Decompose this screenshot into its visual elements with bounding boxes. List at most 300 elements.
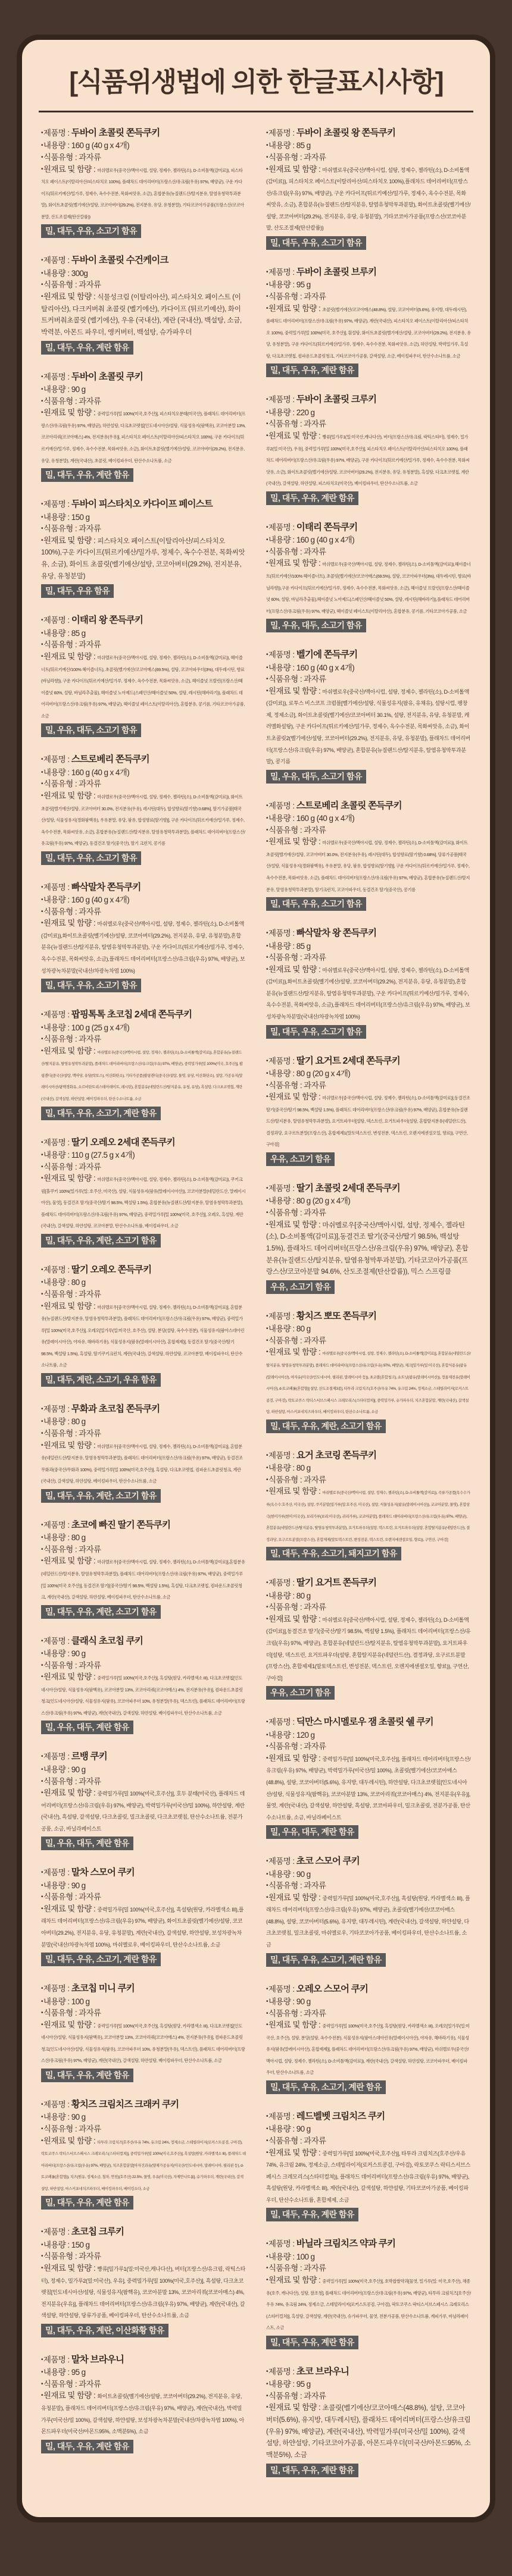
field-label-food-type: 식품유형 : <box>268 1080 304 1090</box>
bullet-icon: • <box>266 2022 268 2029</box>
food-type-value: 과자류 <box>79 2124 101 2134</box>
bullet-icon: • <box>266 826 268 833</box>
ingredients-text: 마쉬멜로우(중국산/맥아시럽, 설탕, 정제수, 젤라틴(소), D-소비톨액(감미료)), 피스타치오 페이스트(이탈리아산/피스타치오 100%),플래차드 데어리버터(프랑스산/유크림(우유) 97%, 배양균), 구운 카다이프(튀르키예산/밀가루, 정제수, 옥수수전분, 목화씨앗유, 소금), 혼합분유(뉴질랜드산/탈지분유, 탈염유청막투과분말), 화이트초콜릿(벨기에산/설탕, 코코아버터(29.2%), 전지분유, 유당, 유청분말), 기타코코아가공품(프랑스산/코코아분말, 산도조절제(탄산칼륨)) <box>266 167 471 231</box>
bullet-icon: • <box>266 1858 268 1865</box>
field-label-ingredients: 원재료 및 함량 : <box>43 2020 98 2029</box>
product-entry <box>266 2365 471 2477</box>
bullet-icon: • <box>266 1985 268 1992</box>
ingredients-text: 초콜릿(벨기에산/코코아매스(48.8%), 설탕, 코코아버터(5.6%), 유지방, 대두레시틴), 플래차드 데어리버터(프랑스산/유크림(우유) 97%, 배양균), 계란(국내산), 박력밀가루(미국산/밀 100%), 갈색설탕, 하얀설탕, 기타코코아가공품, 아몬드파우더(미국산/아몬드95%, 소맥분5%), 소금 <box>266 2405 471 2459</box>
bullet-icon: • <box>41 653 43 660</box>
bullet-icon: • <box>266 1221 268 1228</box>
field-label-amount: 내용량 : <box>268 2252 296 2261</box>
food-type-value: 과자류 <box>304 675 326 684</box>
net-amount-row <box>266 534 471 546</box>
allergen-badge: 밀, 대두, 우유, 소고기 함유 <box>266 897 366 911</box>
product-name: 바닐라 크림치즈 약과 쿠키 <box>296 2239 396 2249</box>
field-label-ingredients: 원재료 및 함량 : <box>43 1440 98 1450</box>
product-name-row <box>41 2098 246 2111</box>
net-amount-value: 85 g <box>71 628 86 638</box>
field-label-product-name: 제품명 : <box>43 2100 71 2109</box>
bullet-icon: • <box>41 1557 43 1565</box>
food-type-value: 과자류 <box>79 2008 101 2018</box>
bullet-icon: • <box>41 1279 43 1286</box>
net-amount-value: 160 g (40 g x 4개) <box>296 535 355 545</box>
bullet-icon: • <box>266 1349 268 1356</box>
net-amount-row <box>266 1729 471 1741</box>
product-name: 초코에 빠진 딸기 쫀득쿠키 <box>71 1519 171 1530</box>
allergen-badge: 밀, 대두, 우유, 계란 함유 <box>41 468 133 482</box>
bullet-icon: • <box>266 524 268 531</box>
food-type-row <box>266 2135 471 2147</box>
net-amount-row <box>41 268 246 280</box>
product-entry <box>266 1310 471 1433</box>
field-label-food-type: 식품유형 : <box>43 2124 79 2134</box>
field-label-product-name: 제품명 : <box>268 522 296 532</box>
food-type-value: 과자류 <box>79 524 101 534</box>
ingredients-row <box>266 1486 471 1544</box>
bullet-icon: • <box>41 1637 43 1644</box>
bullet-icon: • <box>41 883 43 891</box>
net-amount-value: 80 g <box>71 1417 86 1427</box>
field-label-amount: 내용량 : <box>268 280 296 290</box>
food-type-value: 과자류 <box>304 2136 326 2146</box>
food-type-row <box>266 1602 471 1613</box>
product-entry <box>41 2226 246 2337</box>
net-amount-value: 120 g <box>296 1730 315 1740</box>
bullet-icon: • <box>41 1790 43 1797</box>
ingredients-text: 중력밀가루[밀 100%(미국,호주산)], 피스타치오분태(미국산), 플래차드 데어리버터(프랑스산/유크림(우유) 97%, 배양균), 하얀설탕, 다크초코렛칩[인도네시아산/설탕, 식물성유지(팜핵유), 코코아분말 13%, 코코아리쿼(코코아매스) 4%, 전지분유(우유)], 피스타치오 페이스트(이탈리아산/피스타치오 100%), 구운 카다이프(튀르키예산/밀가루, 정제수, 옥수수전분, 목화씨앗유, 소금), 화이트초콜릿(벨기에산/설탕, 코코아버터(29.2%), 전지분유, 유당, 유청분말), 계란(국내산), 초콜릿, 베이킹파우더, 탄산수소나트륨, 소금 <box>41 411 246 463</box>
net-amount-value: 160 g (40 g x 4개) <box>71 767 130 777</box>
ingredients-row <box>266 2019 471 2077</box>
net-amount-row <box>266 279 471 291</box>
bullet-icon: • <box>266 409 268 416</box>
field-label-amount: 내용량 : <box>43 895 71 905</box>
bullet-icon: • <box>41 781 43 788</box>
food-type-row <box>266 291 471 303</box>
allergen-badge: 밀, 대두, 우유, 계란 함유 <box>41 2196 133 2210</box>
net-amount-value: 95 g <box>296 2380 311 2389</box>
product-name-row <box>41 371 246 384</box>
ingredients-row <box>41 2390 246 2436</box>
field-label-product-name: 제품명 : <box>43 372 71 381</box>
product-name-row <box>266 1983 471 1996</box>
field-label-food-type: 식품유형 : <box>268 1208 304 1217</box>
ingredients-row <box>266 1091 471 1149</box>
net-amount-row <box>41 628 246 640</box>
product-name-row <box>266 1449 471 1462</box>
ingredients-row <box>266 2274 471 2333</box>
bullet-icon: • <box>266 1894 268 1901</box>
food-type-row <box>266 2262 471 2274</box>
field-label-ingredients: 원재료 및 함량 : <box>268 1487 323 1496</box>
ingredients-row <box>41 1300 246 1370</box>
product-name-row <box>266 266 471 279</box>
field-label-ingredients: 원재료 및 함량 : <box>268 1753 323 1763</box>
field-label-food-type: 식품유형 : <box>43 1162 79 1171</box>
bullet-icon: • <box>266 954 268 961</box>
product-name-row <box>41 753 246 766</box>
bullet-icon: • <box>266 2149 268 2156</box>
field-label-ingredients: 원재료 및 함량 : <box>43 651 98 661</box>
food-type-value: 과자류 <box>304 1742 326 1751</box>
bullet-icon: • <box>41 1418 43 1425</box>
net-amount-row <box>41 767 246 779</box>
ingredients-text: 마쉬멜로우[중국산/맥아시럽, 설탕, 정제수, 젤라틴(소), D-소비톨액(감미료)],동결건조 딸기(중국산/딸기 98.5%, 백설탕 1.5%), 플래차드 데어리버터(프랑스산/유크림(우유) 97%, 배양균), 혼합분유(네덜란드산/탈지분유, 탈염유청막투과분말), 요거트파우더[설탕, 덱스트린, 요거트파우더(설탕, 혼합탈지분유(네덜란드산), 결정과당, 요구르트분말(프랑스산), 혼합제제1(말토덱스트린, 변성전분, 덱스트린, 오렌지에센셜오일, 향료)), 구연산, 구아검] <box>266 1616 471 1681</box>
net-amount-row <box>266 662 471 674</box>
field-label-amount: 내용량 : <box>43 2368 71 2377</box>
product-entry <box>41 2354 246 2453</box>
product-name-row <box>41 1403 246 1416</box>
product-entry <box>41 1008 246 1120</box>
net-amount-row <box>41 512 246 524</box>
field-label-product-name: 제품명 : <box>43 1520 71 1530</box>
net-amount-row <box>41 1416 246 1428</box>
bullet-icon: • <box>41 756 43 763</box>
field-label-ingredients: 원재료 및 함량 : <box>43 1904 98 1913</box>
ingredients-text: 마쉬멜로우(중국산/맥아시럽, 설탕, 정제수, 젤라틴(소), D-소비톨액(감미료)), 쿠키크럼[홀쿠키 100%(밀가루(밀: 호주산, 미국산), 설탕, 식물성유지(팜유(말레이시아산)), 코코아분말(네덜란드산, 말레이시아산), 물엿], 동결건조 딸기(중국산/딸기 98.5%, 백설탕 1.5%), 혼합분유(뉴질랜드산/탈지분유, 탈염유청막투과분말), 플래차드 데어리버터(프랑스산/유크림(우유) 97%, 배양균), 중력밀가루[밀 100%(미국, 호주산)], 오레오, 흑설탕, 계란(국내산), 갈색설탕, 하얀설탕, 코코아분말, 탄산수소나트륨, 베이킹파우더, 소금 <box>41 1177 246 1229</box>
field-label-product-name: 제품명 : <box>43 1636 71 1646</box>
net-amount-value: 160 g (40 g x 4개) <box>296 663 355 672</box>
food-type-row <box>266 2390 471 2402</box>
field-label-product-name: 제품명 : <box>268 1718 296 1727</box>
field-label-food-type: 식품유형 : <box>268 547 304 556</box>
field-label-product-name: 제품명 : <box>43 1137 71 1147</box>
bullet-icon: • <box>266 2392 268 2399</box>
net-amount-row <box>41 1022 246 1034</box>
bullet-icon: • <box>266 1337 268 1344</box>
field-label-product-name: 제품명 : <box>268 801 296 810</box>
bullet-icon: • <box>266 2381 268 2388</box>
net-amount-row <box>266 2378 471 2390</box>
food-type-value: 과자류 <box>304 153 326 162</box>
ingredients-row <box>41 2135 246 2193</box>
ingredients-row <box>266 303 471 361</box>
net-amount-row <box>266 140 471 152</box>
bullet-icon: • <box>266 966 268 973</box>
bullet-icon: • <box>41 1011 43 1019</box>
field-label-product-name: 제품명 : <box>43 616 71 625</box>
ingredients-text: 중력밀가루[밀 100%(미국,호주산)], 흑설탕(원당, 카라멜색소 III), 다크초코렛칩[인도네시아산/설탕, 식물성유지(팜핵유), 코코아분말 13%, 코코아리쿼(코코아매스) 4%, 전지분유(우유)], 컴파운드초콜릿청크(인도네시아산/설탕, 식물성유지(팜유), 코코아파우더 10%, 유청분말(우유), 덱스트린), 플래차드 데어리버터(프랑스산/유크림(우유) 97%, 배양균), 계란(국내산), 갈색설탕, 하얀설탕, 베이킹파우더, 탄산수소나트륨, 소금 <box>41 2023 245 2064</box>
field-label-amount: 내용량 : <box>268 941 296 951</box>
net-amount-value: 95 g <box>296 280 311 290</box>
food-type-row <box>266 1080 471 1092</box>
food-type-row <box>41 1660 246 1672</box>
bullet-icon: • <box>41 281 43 289</box>
product-entry <box>41 1136 246 1248</box>
field-label-ingredients: 원재료 및 함량 : <box>43 2136 98 2145</box>
product-name: 이태리 쫀득쿠키 <box>296 522 358 532</box>
field-label-product-name: 제품명 : <box>43 1868 71 1878</box>
food-type-row <box>266 1207 471 1219</box>
ingredients-row <box>266 557 471 616</box>
product-name-row <box>41 1264 246 1277</box>
field-label-product-name: 제품명 : <box>268 1183 296 1193</box>
bullet-icon: • <box>41 2229 43 2236</box>
net-amount-value: 150 g <box>71 512 90 522</box>
ingredients-text: 마쉬멜로우(중국산/맥아시럽, 설탕, 정제수, 젤라틴(소), D-소비톨액(감미료)), 화이트초콜릿[벨기에산/설탕, 코코아버터 30.0%, 전지분유(우유), 레시틴(대두), 합성향료(딸기향) 0.68%], 딸기가공품[태국산/설탕, 식물성유지(경화팜핵유), 우유분말, 유당, 팜유, 합성향료(딸기향)], 구운 카다이프(튀르키예산/밀가루, 정제수, 옥수수전분, 목화씨앗유, 소금), 혼합분유(뉴질랜드산/탈지분유, 탈염유청막투과분말), 플래차드 데어리버터(프랑스산/유크림(우유) 97%, 배양균), 동결건조 딸기(중국산), 딸기 크런치, 콩기름 <box>41 794 245 847</box>
bullet-icon: • <box>266 165 268 173</box>
net-amount-value: 300g <box>71 268 88 278</box>
bullet-icon: • <box>41 1882 43 1889</box>
product-entry <box>266 1577 471 1700</box>
field-label-amount: 내용량 : <box>43 1765 71 1774</box>
ingredients-text: 마쉬멜로우(중국산/맥아시럽, 설탕, 정제수, 젤라틴(소), D-소비톨액(감미료)), 혼합분유(뉴질랜드산/탈지분유, 탈염유청막투과분말), 플래차드 데어리버터(프랑스산/유크림(우유) 97%, 배양균), 중력밀가루[밀 100%(미국, 호주산)], 팝핑캔디(중국산/설탕, 맥아당, 유당(락토스), 이산화탄소), 기타가공품(팝핑캔디(중국산/설탕, 물엿, 유당, 이산화탄소), 설탕, 가공유지(말레이시아산/팜핵경화유, 소르비탄트리스테아레이트, 레시틴), 혼합분유(네덜란드산/탈지분유, 유청, 유당), 흑설탕, 다크초코렛칩, 계란(국내산), 갈색설탕, 하얀설탕, 베이킹파우더, 탄산수소나트륨, 소금 <box>41 1050 243 1101</box>
ingredients-row <box>266 1219 471 1277</box>
field-label-ingredients: 원재료 및 함량 : <box>268 837 323 847</box>
ingredients-row <box>41 1671 246 1718</box>
field-label-product-name: 제품명 : <box>43 1752 71 1762</box>
bullet-icon: • <box>266 1488 268 1495</box>
food-type-row <box>41 2123 246 2135</box>
allergen-badge: 밀, 대두, 우유, 소고기 함유 <box>41 979 141 992</box>
product-name: 레드벨벳 크림치즈 쿠키 <box>296 2111 385 2122</box>
product-entry <box>266 393 471 504</box>
bullet-icon: • <box>41 2253 43 2260</box>
ingredients-text: 마쉬멜로우[중국산/맥아시럽, 설탕, 정제수, 젤라틴(소), D-소비톨액(감미료)], 혼합분유(네덜란드산/탈지분유, 탈염유청막투과분말), 플래차드 데어리버터(프랑스산/유크림(우유) 97%, 배양균), 체크[밀가루(밀:미국산), 혼합식용유(팜유(말레이시아산), 야자유(미국산/인도네시아, 필리핀, 말레이시아 등)), 초코볼(혼합청크), 쇼트닝(팜유(말레이시아산)), 정울제전유(말레이시아산), d-토코페롤(혼합형)] 설탕, 산도조절제3종], 타투라 크림치즈(호주산/우유 74%, 유크림 24%, 정제소금, 스테빌라이저(로커스트콩검, 구아검), 락토코쿠스 락티스서브스페시스 크레모리스(스타터컬처)], 중력밀가루, 슈가파우더, 치즈혼합분말, 계란(국내산), 갈색설탕, 하얀설탕, 마스커포네치즈파우더, 베이킹파우더, 탄산수소나트륨, 소금 <box>266 1352 471 1415</box>
net-amount-row <box>41 2111 246 2123</box>
bullet-icon: • <box>41 1650 43 1657</box>
field-label-ingredients: 원재료 및 함량 : <box>268 1614 323 1624</box>
allergen-badge: 밀, 대두, 우유, 계란, 소고기 함유 <box>41 1234 161 1248</box>
bullet-icon: • <box>41 1139 43 1146</box>
ingredients-text: 마쉬멜로우(중국산/맥아시럽, 설탕, 정제수, 젤라틴(소), D-소비톨액(감미료)), 곡류가공품[옥수수가루(옥수수:호주산, 미국산), 설탕, 쿠키분말(밀가루(밀:호주산, 미국산), 설탕, 식물성유지(팜유(말레이시아산)), 코코아분말, 물엿), 혼합삼극(현미가루(현미:미국산), 보리가루(보리:미국산), 귀리가루), 코코아분말], 플래차드 데어리버터(프랑스산/유크림(우유) 97%, 배양균), 혼합분유(네덜란드산/탈지분유, 탈염유청막투과분말), 요거트파우더(설탕, 덱스트린, 요거트파우더(설탕, 혼합탈지분유(네덜란드산), 결정과당, 요구르트분말(프랑스산), 혼합제제(말토덱스트린, 변성전분, 덱스트린, 오렌지에센셜오일, 향료)), 구연산, 구아검] <box>266 1491 470 1542</box>
product-entry <box>266 1983 471 2094</box>
ingredients-row <box>266 836 471 894</box>
allergen-badge: 밀, 대두, 우유, 계란 함유 <box>266 2336 358 2349</box>
product-name-row <box>266 2110 471 2123</box>
ingredients-text: 마쉬멜로우(중국산/맥아시럽, 설탕, 정제수, 젤라틴(소), D-소비톨액(감미료)), 피스타치오 페이스트(이탈리아산/피스타치오 100%), 플래차드 데어리버터(프랑스산/유크림(우유) 97%, 배양균), 구운 카다이프(튀르키예산/밀가루, 정제수, 옥수수전분, 목화씨앗유, 소금), 혼합분유(뉴질랜드산/탈지분유, 탈염유청막투과분말), 화이트초콜릿(벨기에산/설탕, 코코아버터(29.2%), 전지분유, 유당, 유청분말), 기타코코아가공품(프랑스산/코코아분말, 산도조절제(탄산칼륨)) <box>41 167 244 220</box>
net-amount-row <box>266 941 471 952</box>
bullet-icon: • <box>266 1465 268 1472</box>
ingredients-row <box>41 1787 246 1834</box>
ingredients-row <box>41 1045 246 1104</box>
ingredients-text: 중력밀가루[밀 100%(미국,호주산)], 흑설탕(원당, 카라멜색소 III), 오레오[밀가루(밀:미국산, 호주산), 설탕, 분당(설탕, 옥수수전분), 식물성유지(팜아스데아린유(말레이시아산), 야자유, 해바라기유), 식물성유지(팜유(말레이시아산), 혼합제제)], 플래차드 데어리버터(프랑스산/유크림(우유) 97%, 배양균), 마쉬멜로우(중국산/맥아시럽, 설탕, 정제수, 젤라틴(소), D-소비톨액(감미료)), 계란(국내산), 갈색설탕, 하얀설탕, 코코아파우더, 베이킹파우더, 탄산수소나트륨, 소금 <box>266 2023 470 2076</box>
bullet-icon: • <box>41 1024 43 1031</box>
net-amount-value: 90 g <box>71 1881 86 1890</box>
field-label-amount: 내용량 : <box>43 1417 71 1427</box>
food-type-row <box>266 546 471 558</box>
bullet-icon: • <box>41 1905 43 1912</box>
field-label-product-name: 제품명 : <box>268 1984 296 1994</box>
product-entry <box>266 2110 471 2221</box>
field-label-ingredients: 원재료 및 함량 : <box>43 1301 98 1311</box>
food-type-value: 과자류 <box>304 1603 326 1612</box>
food-type-row <box>41 1289 246 1300</box>
food-type-row <box>266 1474 471 1486</box>
bullet-icon: • <box>41 920 43 927</box>
field-label-product-name: 제품명 : <box>268 395 296 405</box>
bullet-icon: • <box>266 421 268 428</box>
bullet-icon: • <box>41 409 43 416</box>
bullet-icon: • <box>41 2010 43 2017</box>
product-name: 딸기 요거트 쫀득쿠키 <box>296 1578 377 1588</box>
field-label-product-name: 제품명 : <box>43 500 71 509</box>
bullet-icon: • <box>41 2241 43 2248</box>
field-label-product-name: 제품명 : <box>43 755 71 764</box>
bullet-icon: • <box>266 268 268 275</box>
allergen-badge: 밀, 대두, 우유, 계란, 소고기 함유 <box>41 1605 161 1619</box>
product-name: 두바이 초콜릿 크루키 <box>296 394 377 405</box>
field-label-ingredients: 원재료 및 함량 : <box>43 164 98 174</box>
allergen-badge: 밀, 대두, 우유, 소고기, 계란 함유 <box>41 1953 161 1966</box>
field-label-food-type: 식품유형 : <box>268 419 304 429</box>
bullet-icon: • <box>266 2240 268 2248</box>
food-type-value: 과자류 <box>79 1892 101 1902</box>
ingredients-text: 중력밀가루[밀 100%(미국,호주산)], 흑설탕(원당, 카라멜색소 III), 플래차드 데어리버터(프랑스산/유크림(우유) 97%, 배양균), 초콜릿(벨기에산/코코아매스(48.8%), 설탕, 코코아버터(5.6%), 유지방, 대두레시틴), 계란(국내산), 갈색설탕, 하얀설탕, 다크초코렛칩, 밀크초콜릿, 마쉬멜로우, 기타코코아가공품, 베이킹파우더, 탄산수소나트륨, 소금 <box>266 1895 470 1948</box>
field-label-amount: 내용량 : <box>268 535 296 545</box>
bullet-icon: • <box>266 1731 268 1738</box>
bullet-icon: • <box>266 1719 268 1726</box>
ingredients-text: 마쉬멜로우(중국산/맥아시럽, 설탕, 정제수, 젤라틴(소), D-소비톨액(감미료)), 로투스 비스코프 크럼블[벨기에산/설탕, 식물성유지(팜유, 유채유), 설탕시럽, 팽창제, 정제소금], 화이트초콜릿(벨기에산/코코아버터 30.1%, 설탕, 전지분유, 유당, 유청분말, 캐러멜화설탕), 구운 카다이프(튀르키예산/밀가루, 정제수, 옥수수전분, 목화씨앗유, 소금), 화이트초콜릿2(벨기에산/설탕, 코코아버터(29.2%), 전지분유, 유당, 유청분말), 플래차드 데어리버터(프랑스산/유크림(우유) 97%, 배양균), 혼합분유(뉴질랜드산/탈지분유, 탈염유청막투과분말), 콩기름 <box>266 688 470 765</box>
field-label-ingredients: 원재료 및 함량 : <box>268 1892 323 1902</box>
product-name: 딸기 요거트 2세대 쫀득쿠키 <box>296 1055 400 1066</box>
field-label-food-type: 식품유형 : <box>268 1881 304 1891</box>
ingredients-row <box>41 1555 246 1602</box>
field-label-amount: 내용량 : <box>268 1324 296 1334</box>
field-label-product-name: 제품명 : <box>268 1450 296 1460</box>
product-name: 딕만스 마시멜로우 잼 초콜릿 쉘 쿠키 <box>296 1717 433 1728</box>
product-name: 초코칩 크루키 <box>71 2227 124 2237</box>
field-label-amount: 내용량 : <box>268 2380 296 2389</box>
allergen-badge: 우유, 소고기 함유 <box>266 1686 335 1700</box>
field-label-food-type: 식품유형 : <box>43 1544 79 1554</box>
bullet-icon: • <box>41 2137 43 2144</box>
ingredients-text: 마쉬멜로우[중국산/맥아시럽, 설탕, 정제수, 젤라틴(소), D-소비톨액(감미료)], 혼합분유(네덜란드산/탈지분유, 탈염유청막투과분말), 플래차드 데어리버터(프랑스산/유크림(우유) 97%, 배양균), 동결건조 무화과(중국산/무화과 100%), 중력밀가루[밀 100%(미국,호주산)], 흑설탕, 다크초코렛칩, 컴파운드초콜릿청크, 계란(국내산), 갈색설탕, 하얀설탕, 베이킹파우더, 탄산수소나트륨, 소금 <box>41 1443 243 1484</box>
product-entry <box>41 1635 246 1735</box>
product-entry <box>41 1866 246 1966</box>
bullet-icon: • <box>41 1766 43 1773</box>
field-label-amount: 내용량 : <box>43 1023 71 1032</box>
field-label-amount: 내용량 : <box>43 141 71 151</box>
net-amount-row <box>41 1648 246 1660</box>
bullet-icon: • <box>266 2010 268 2017</box>
allergen-badge: 밀, 대두, 우유, 소고기, 계란 함유 <box>266 1953 386 1967</box>
product-name: 오레오 스모어 쿠키 <box>296 1983 369 1994</box>
bullet-icon: • <box>41 2369 43 2376</box>
field-label-amount: 내용량 : <box>268 663 296 672</box>
bullet-icon: • <box>41 1302 43 1309</box>
product-name: 딸기 초콜릿 2세대 쫀득쿠키 <box>296 1183 400 1193</box>
ingredients-text: 중력밀가루[밀 100%(미국,호주산)], 흑설탕(원당, 카라멜색소 III), 다크초코렛칩[인도네시아산/설탕, 식물성유지(팜핵유), 코코아분말 13%, 코코아리쿼(코코아매스) 4%, 전지분유(우유)], 컴파운드초콜릿청크(인도네시아산/설탕, 식물성유지(팜유), 코코아파우더 10%, 유청분말(우유), 덱스트린), 플래차드 데어리버터(프랑스산/유크림(우유) 97%, 배양균), 계란(국내산), 갈색설탕, 하얀설탕, 베이킹파우더, 탄산수소나트륨, 소금 <box>41 1675 245 1716</box>
field-label-amount: 내용량 : <box>43 512 71 522</box>
field-label-amount: 내용량 : <box>43 1151 71 1160</box>
product-name-row <box>41 1136 246 1149</box>
bullet-icon: • <box>41 1291 43 1298</box>
field-label-amount: 내용량 : <box>268 1997 296 2007</box>
net-amount-value: 100 g <box>296 2252 315 2261</box>
field-label-food-type: 식품유형 : <box>43 1892 79 1902</box>
food-type-row <box>266 152 471 164</box>
allergen-badge: 밀, 우유, 대두, 계란 함유 <box>41 1721 133 1734</box>
net-amount-row <box>266 813 471 825</box>
product-entry <box>41 498 246 598</box>
field-label-product-name: 제품명 : <box>268 1056 296 1066</box>
net-amount-value: 90 g <box>71 385 86 394</box>
ingredients-row <box>41 2262 246 2321</box>
product-name-row <box>41 1982 246 1995</box>
field-label-food-type: 식품유형 : <box>268 2136 304 2146</box>
food-type-value: 과자류 <box>304 2391 326 2400</box>
bullet-icon: • <box>266 432 268 439</box>
field-label-product-name: 제품명 : <box>43 1265 71 1274</box>
field-label-amount: 내용량 : <box>43 2240 71 2249</box>
bullet-icon: • <box>41 1753 43 1760</box>
food-type-row <box>41 906 246 918</box>
product-name-row <box>266 1182 471 1195</box>
product-entry <box>266 1055 471 1166</box>
bullet-icon: • <box>266 537 268 544</box>
food-type-row <box>41 639 246 651</box>
product-entry <box>266 2237 471 2349</box>
product-name-row <box>266 1310 471 1323</box>
product-name: 말차 스모어 쿠키 <box>71 1867 135 1878</box>
bullet-icon: • <box>266 1312 268 1320</box>
bullet-icon: • <box>266 664 268 671</box>
food-type-row <box>266 825 471 836</box>
net-amount-row <box>41 1764 246 1776</box>
field-label-food-type: 식품유형 : <box>43 1660 79 1670</box>
food-type-value: 과자류 <box>304 1475 326 1484</box>
allergen-badge: 밀, 대두, 우유, 계란 함유 <box>266 363 358 377</box>
product-name-row <box>41 2354 246 2367</box>
field-label-amount: 내용량 : <box>43 1881 71 1890</box>
bullet-icon: • <box>41 154 43 161</box>
food-type-row <box>266 1880 471 1892</box>
ingredients-text: 피스타치오 페이스트(이탈리아산/피스타치오 100%),구운 카다이프(튀르키예산/밀가루, 정제수, 옥수수전분, 목화씨앗유, 소금), 화이트 초콜릿(벨기에산/설탕, 코코아버터(29.2%), 전지분유, 유당, 유청분말) <box>41 537 245 580</box>
product-entry <box>41 881 246 992</box>
field-label-ingredients: 원재료 및 함량 : <box>43 535 98 545</box>
allergen-badge: 밀, 대두, 우유, 계란 함유 <box>41 2440 133 2453</box>
product-name: 클래식 초코칩 쿠키 <box>71 1635 143 1646</box>
ingredients-text: 중력밀가루[밀 100%(미국,호주산)], 호두 분태(미국산), 플래차드 데어리버터(프랑스산/유크림(우유) 97%, 배양균), 박력밀가루(미국산/밀 100%), 하얀설탕, 계란(국내산), 흑설탕, 갈색설탕, 다크초콜릿, 밀크초콜릿, 다크초코렛칩, 탄산수소나트륨, 전분가공품, 소금, 바닐라페이스트 <box>41 1791 245 1832</box>
product-name: 두바이 초콜릿 쿠키 <box>71 371 143 382</box>
product-name: 딸기 오레오 쫀득쿠키 <box>71 1264 152 1275</box>
field-label-food-type: 식품유형 : <box>43 1776 79 1786</box>
ingredients-row <box>41 1173 246 1231</box>
bullet-icon: • <box>41 269 43 277</box>
left-column <box>41 127 246 2493</box>
bullet-icon: • <box>266 1998 268 2005</box>
allergen-badge: 밀, 대두, 우유, 소고기 함유 <box>41 224 141 238</box>
field-label-product-name: 제품명 : <box>268 267 296 277</box>
food-type-value: 과자류 <box>304 953 326 963</box>
allergen-badge: 밀, 대두, 우유, 계란 함유 <box>266 2464 358 2477</box>
net-amount-value: 80 g <box>296 1591 311 1600</box>
field-label-ingredients: 원재료 및 함량 : <box>268 431 323 440</box>
field-label-ingredients: 원재료 및 함량 : <box>43 292 98 301</box>
bullet-icon: • <box>266 1743 268 1750</box>
net-amount-value: 85 g <box>296 941 311 951</box>
product-entry <box>266 521 471 632</box>
ingredients-row <box>266 1613 471 1683</box>
food-type-row <box>41 1033 246 1045</box>
food-type-row <box>41 279 246 291</box>
field-label-product-name: 제품명 : <box>43 882 71 892</box>
field-label-food-type: 식품유형 : <box>268 1475 304 1484</box>
product-entry <box>266 127 471 250</box>
field-label-ingredients: 원재료 및 함량 : <box>268 1092 323 1102</box>
ingredients-row <box>41 164 246 222</box>
bullet-icon: • <box>41 1521 43 1528</box>
food-type-value: 과자류 <box>304 292 326 301</box>
food-type-row <box>41 396 246 408</box>
ingredients-row <box>266 685 471 767</box>
product-name-row <box>41 1519 246 1532</box>
bullet-icon: • <box>41 373 43 380</box>
ingredients-text: 빵류[밀가루1(밀:미국산,캐나다산), 버터(프랑스산/유크림, 락틱스타터), 정제수, 밀가루2(밀:미국산), 우유], 중력밀가루[밀 100%(미국,호주산)], 흑설탕, 다크초코렛칩[인도네시아산/설탕, 식물성유지(팜핵유), 코코아분말 13%, 코코아리쿼(코코아매스) 4%, 전지분유(우유)], 플래차드 데어리버터(프랑스산/유크림(우유) 97%, 배양균), 계란(국내산), 갈색설탕, 하얀설탕, 당류가공품, 베이킹파우더, 탄산수소나트륨, 소금 <box>41 2266 245 2319</box>
food-type-value: 과자류 <box>79 907 101 916</box>
product-entry <box>41 1982 246 2082</box>
